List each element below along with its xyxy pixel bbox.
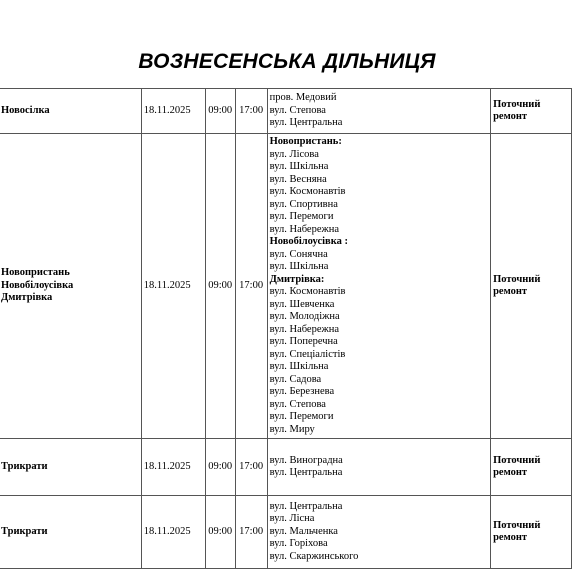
street-name: вул. Космонавтів — [269, 186, 346, 197]
settlement-name: Дмитрівка — [1, 292, 53, 304]
street-name: вул. Виноградна — [269, 454, 343, 466]
street-name: вул. Перемоги — [269, 411, 334, 422]
start-time: 09:00 — [208, 525, 233, 537]
street-name: вул. Шкільна — [269, 161, 329, 172]
date-cell — [141, 134, 205, 439]
start-time: 09:00 — [208, 104, 233, 116]
end-time: 17:00 — [239, 460, 264, 472]
end-time-cell — [235, 134, 267, 439]
page-title: ВОЗНЕСЕНСЬКА ДІЛЬНИЦЯ — [138, 50, 436, 73]
streets-cell — [267, 496, 490, 569]
outage-reason: Поточний — [493, 454, 541, 466]
street-name: вул. Степова — [269, 104, 326, 116]
street-name: вул. Весняна — [269, 173, 327, 185]
date-cell — [141, 439, 205, 496]
street-name: вул. Шкільна — [269, 261, 329, 272]
reason-cell — [491, 89, 572, 134]
date-cell — [141, 496, 205, 569]
street-name: вул. Шевченка — [269, 298, 335, 310]
settlement-cell — [0, 496, 141, 569]
reason-cell — [491, 134, 572, 439]
end-time-cell — [235, 496, 267, 569]
table-row — [0, 496, 572, 569]
reason-cell — [491, 496, 572, 569]
date-cell — [141, 89, 205, 134]
street-name: Новопристань: — [269, 136, 342, 147]
outage-reason: ремонт — [493, 532, 528, 543]
start-time-cell — [205, 134, 235, 439]
reason-cell — [491, 439, 572, 496]
street-name: вул. Лісна — [269, 513, 315, 525]
outage-reason: ремонт — [493, 111, 528, 122]
street-name: пров. Медовий — [269, 92, 337, 104]
street-name: вул. Березнева — [269, 386, 335, 397]
street-name: вул. Набережна — [269, 323, 340, 335]
street-name: вул. Космонавтів — [269, 286, 346, 297]
street-name: вул. Лісова — [269, 148, 319, 160]
start-time: 09:00 — [208, 279, 233, 291]
outage-date: 18.11.2025 — [143, 279, 191, 291]
street-name: Дмитрівка: — [269, 273, 325, 285]
street-name: вул. Центральна — [269, 117, 343, 129]
outage-reason: ремонт — [493, 467, 528, 478]
start-time-cell — [205, 89, 235, 134]
street-name: вул. Шкільна — [269, 361, 329, 372]
street-name: вул. Набережна — [269, 223, 340, 235]
settlement-name: Трикрати — [1, 460, 48, 472]
street-name: вул. Степова — [269, 398, 326, 410]
outage-reason: ремонт — [493, 286, 528, 297]
end-time: 17:00 — [239, 525, 264, 537]
settlement-cell — [0, 89, 141, 134]
settlement-cell — [0, 134, 141, 439]
end-time: 17:00 — [239, 104, 264, 116]
start-time-cell — [205, 496, 235, 569]
street-name: вул. Сонячна — [269, 248, 328, 260]
streets-cell — [267, 439, 490, 496]
street-name: вул. Молодіжна — [269, 311, 340, 322]
settlement-name: Новосілка — [1, 104, 50, 116]
settlement-name: Трикрати — [1, 525, 48, 537]
street-name: вул. Скаржинського — [269, 550, 359, 562]
outage-date: 18.11.2025 — [143, 525, 191, 537]
start-time: 09:00 — [208, 460, 233, 472]
street-name: Новобілоусівка : — [269, 236, 348, 247]
settlement-name: Новопристань — [1, 267, 70, 279]
outage-reason: Поточний — [493, 98, 541, 110]
outage-reason: Поточний — [493, 273, 541, 285]
street-name: вул. Горіхова — [269, 538, 328, 550]
table-row — [0, 89, 572, 134]
street-name: вул. Мальченка — [269, 525, 338, 537]
street-name: вул. Поперечна — [269, 336, 338, 347]
street-name: вул. Садова — [269, 373, 322, 385]
end-time: 17:00 — [239, 279, 264, 291]
start-time-cell — [205, 439, 235, 496]
settlement-cell — [0, 439, 141, 496]
outage-date: 18.11.2025 — [143, 104, 191, 116]
outage-date: 18.11.2025 — [143, 460, 191, 472]
street-name: вул. Спеціалістів — [269, 348, 346, 360]
table-row — [0, 439, 572, 496]
end-time-cell — [235, 89, 267, 134]
street-name: вул. Спортивна — [269, 198, 338, 210]
outage-reason: Поточний — [493, 519, 541, 531]
settlement-name: Новобілоусівка — [1, 279, 74, 291]
streets-cell — [267, 89, 490, 134]
outage-schedule-table — [0, 88, 572, 569]
streets-cell — [267, 134, 490, 439]
table-body — [0, 89, 572, 569]
end-time-cell — [235, 439, 267, 496]
street-name: вул. Миру — [269, 423, 315, 435]
street-name: вул. Центральна — [269, 500, 343, 512]
street-name: вул. Перемоги — [269, 211, 334, 222]
street-name: вул. Центральна — [269, 467, 343, 478]
table-row — [0, 134, 572, 439]
